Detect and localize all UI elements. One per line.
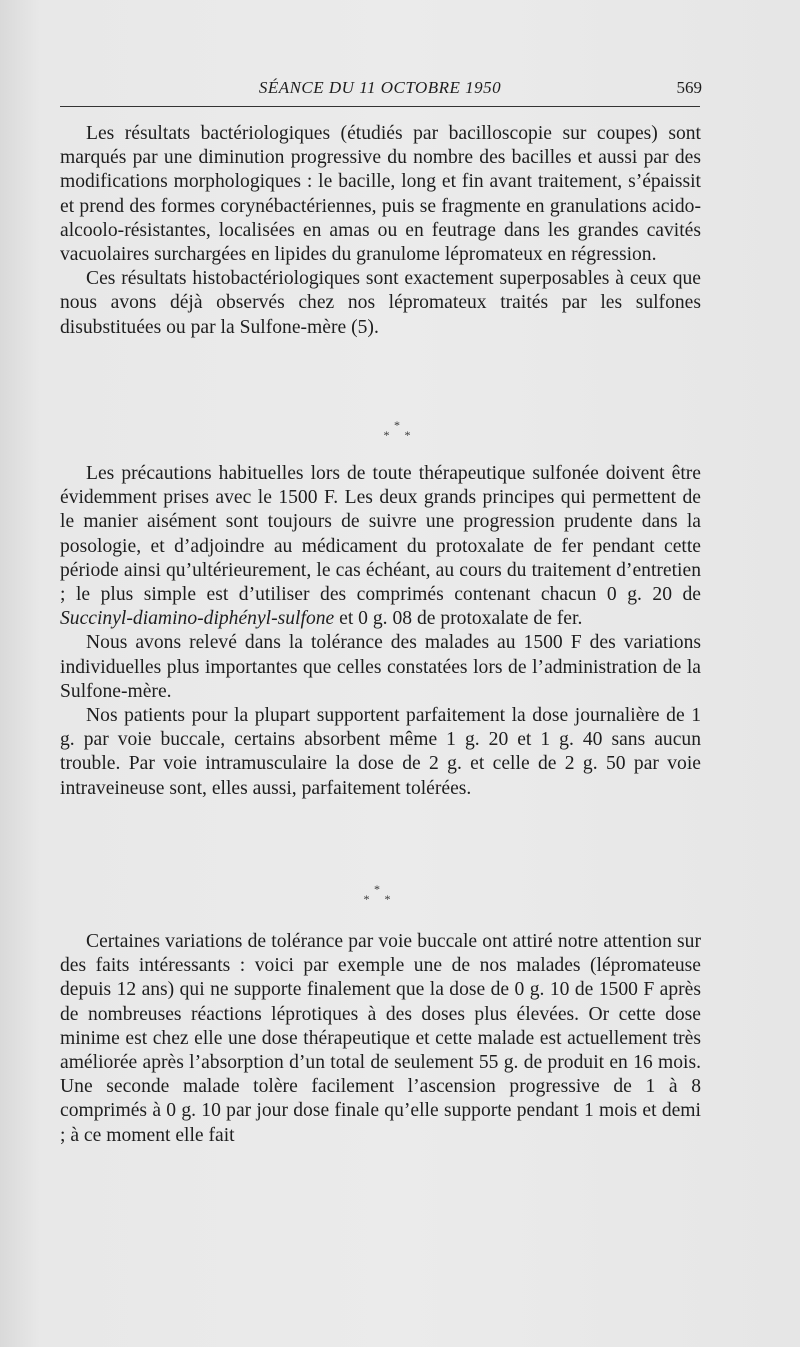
section-divider-asterism-2 bbox=[0, 884, 780, 904]
drug-name-italic: Succinyl-diamino-diphényl-sulfone bbox=[60, 608, 335, 630]
header-rule bbox=[60, 106, 700, 107]
page-number: 569 bbox=[676, 78, 702, 97]
text-section-3 bbox=[60, 930, 701, 1148]
paragraph-3 bbox=[60, 462, 701, 631]
paragraph-5: Nos patients pour la plupart supportent parfaitement la dose journalière de 1 g. par voie buccale, certains absorbent même 1 g. 20 et 1 g. 40 sans aucun trouble. Par voie intramusculaire la dose de 2 g. et celle de 2 g. 50 par voie intraveineuse sont, elles aussi, parfaitement tolérées. bbox=[60, 705, 701, 799]
paragraph-3-text-after: et 0 g. 08 de protoxalate de fer. bbox=[334, 608, 583, 630]
running-title: SÉANCE DU 11 OCTOBRE 1950 bbox=[258, 78, 502, 97]
asterism-2-bottom: * * bbox=[363, 892, 397, 906]
section-divider-asterism bbox=[0, 420, 800, 440]
paragraph-4: Nous avons relevé dans la tolérance des malades au 1500 F des variations individuelles plus importantes que celles constatées lors de l’administration de la Sulfone-mère. bbox=[60, 632, 701, 702]
text-section-1 bbox=[60, 122, 701, 340]
paragraph-1: Les résultats bactériologiques (étudiés par bacilloscopie sur coupes) sont marqués par une diminution progressive du nombre des bacilles et aussi par des modifications morphologiques : le bacille, long et fin avant traitement, s’épaissit et prend des formes corynébactériennes, puis se fragmente en granulations acido-alcoolo-résistantes, localisées en amas ou en feutrage dans les grandes cavités vacuolaires surchargées en lipides du granulome lépromateux en régression. bbox=[60, 123, 701, 266]
asterism-2-top: * bbox=[374, 882, 386, 896]
paragraph-2: Ces résultats histobactériologiques sont exactement superposables à ceux que nous avons déjà observés chez nos lépromateux traités par les sulfones disubstituées ou par la Sulfone-mère (5). bbox=[60, 268, 701, 338]
text-section-2 bbox=[60, 462, 701, 801]
paragraph-3-text: Les précautions habituelles lors de toute thérapeutique sulfonée doivent être évidemment prises avec le 1500 F. Les deux grands principes qui permettent de le manier aisément sont toujours de suivre une progression prudente dans la posologie, et d’adjoindre au médicament du protoxalate de fer pendant cette période ainsi qu’ultérieurement, le cas échéant, au cours du traitement d’entretien ; le plus simple est d’utiliser des comprimés contenant chacun 0 g. 20 de bbox=[60, 463, 701, 606]
paragraph-6: Certaines variations de tolérance par voie buccale ont attiré notre attention sur des faits intéressants : voici par exemple une de nos malades (lépromateuse depuis 12 ans) qui ne supporte finalement que la dose de 0 g. 10 de 1500 F après de nombreuses réactions léprotiques à des doses plus élevées. Or cette dose minime est chez elle une dose thérapeutique et cette malade est actuellement très améliorée après l’absorption d’un total de seulement 55 g. de produit en 16 mois. Une seconde malade tolère facilement l’ascension progressive de 1 à 8 comprimés à 0 g. 10 par jour dose finale qu’elle supporte pendant 1 mois et demi ; à ce moment elle fait bbox=[60, 931, 701, 1146]
asterism-bottom: * * bbox=[383, 428, 417, 442]
asterism-top: * bbox=[394, 418, 406, 432]
running-head bbox=[60, 78, 700, 102]
